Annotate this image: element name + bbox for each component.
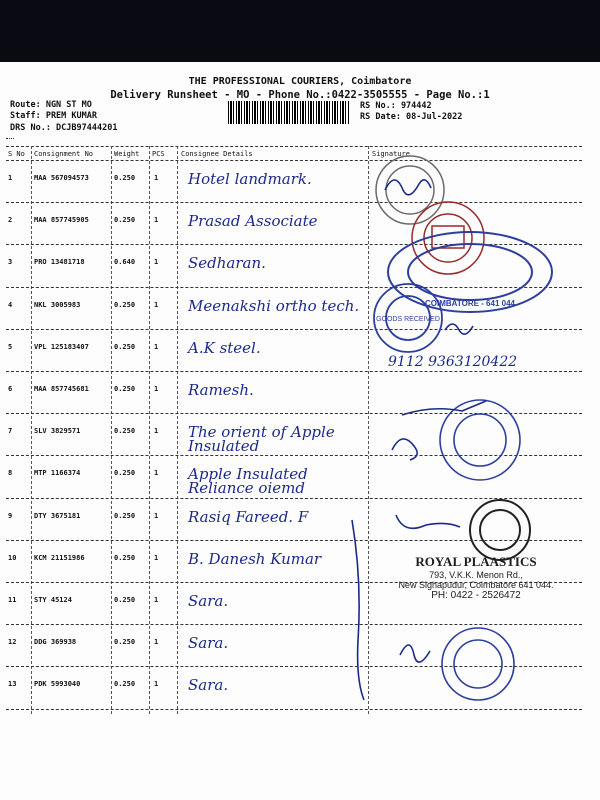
staff-label: Staff: PREM KUMAR bbox=[10, 111, 97, 121]
row-consignee-handwriting: Meenakshi ortho tech. bbox=[188, 296, 360, 315]
drs-number: DRS No.: DCJB97444201 bbox=[10, 123, 118, 133]
row-consignment: MAA 567094573 bbox=[34, 174, 89, 182]
row-weight: 0.250 bbox=[114, 553, 136, 562]
row-sno: 9 bbox=[8, 511, 13, 520]
row-sno: 11 bbox=[8, 596, 17, 604]
row-sno: 1 bbox=[8, 174, 13, 182]
row-consignment: NKL 3005983 bbox=[34, 300, 81, 309]
royal-name: ROYAL PLAASTICS bbox=[415, 554, 537, 569]
row-pcs: 1 bbox=[154, 553, 159, 562]
row-pcs: 1 bbox=[154, 680, 159, 689]
row-consignee-handwriting: Apple Insulated Reliance oiemd bbox=[188, 465, 308, 498]
row-consignee-handwriting: Sedharan. bbox=[188, 254, 266, 273]
row-weight: 0.250 bbox=[114, 300, 136, 309]
row-consignment: MAA 857745681 bbox=[34, 385, 89, 393]
row-weight: 0.250 bbox=[114, 385, 136, 393]
stamp-coimbatore-text: COIMBATORE - 641 044 bbox=[425, 299, 515, 308]
row-weight: 0.250 bbox=[114, 469, 136, 478]
stamp-rgicl bbox=[470, 500, 530, 560]
row-consignment: DDG 369938 bbox=[34, 638, 77, 647]
column-consignee: Consignee Details bbox=[181, 150, 253, 158]
row-consignment: SLV 3829571 bbox=[34, 427, 81, 436]
runsheet-subtitle: Delivery Runsheet - MO - Phone No.:0422-3505555 - Page No.:1 bbox=[110, 89, 490, 101]
row-consignee-handwriting: B. Danesh Kumar bbox=[188, 549, 322, 568]
row-weight: 0.250 bbox=[114, 342, 136, 351]
row-consignee-handwriting: Sara. bbox=[188, 592, 229, 610]
row-weight: 0.250 bbox=[114, 511, 136, 520]
stamp-insulated-wires bbox=[440, 400, 520, 480]
row-sno: 7 bbox=[8, 427, 13, 436]
route-label: Route: NGN ST MO bbox=[10, 100, 92, 110]
royal-phone: PH: 0422 - 2526472 bbox=[431, 590, 521, 601]
stamp-goods-text: GOODS RECEIVED bbox=[376, 316, 440, 323]
row-consignee-handwriting: Rasiq Fareed. F bbox=[188, 507, 309, 526]
column-pcs: PCS bbox=[152, 150, 165, 158]
row-sno: 4 bbox=[8, 300, 13, 309]
row-consignment: VPL 125183407 bbox=[34, 342, 89, 351]
phone-handwritten bbox=[388, 354, 517, 370]
row-sno: 3 bbox=[8, 258, 13, 267]
row-consignment: STY 45124 bbox=[34, 596, 72, 604]
stamp-sri-mahendra bbox=[412, 202, 484, 274]
row-pcs: 1 bbox=[154, 469, 159, 478]
royal-address-1: 793, V.K.K. Menon Rd., bbox=[429, 570, 523, 580]
row-weight: 0.250 bbox=[114, 638, 136, 647]
row-sno: 6 bbox=[8, 385, 13, 393]
company-title: THE PROFESSIONAL COURIERS, Coimbatore bbox=[188, 76, 412, 87]
row-consignment: PRO 13481718 bbox=[34, 258, 85, 267]
row-pcs: 1 bbox=[154, 596, 159, 604]
row-consignee-handwriting: Sara. bbox=[188, 676, 229, 695]
column-signature: Signature bbox=[372, 150, 410, 158]
row-sno: 5 bbox=[8, 342, 13, 351]
row-consignee-handwriting: A.K steel. bbox=[188, 338, 261, 357]
row-consignment: PDK 5993040 bbox=[34, 680, 81, 689]
row-sno: 13 bbox=[8, 680, 17, 689]
row-pcs: 1 bbox=[154, 385, 159, 393]
signature-scribbles bbox=[352, 180, 486, 700]
row-pcs: 1 bbox=[154, 216, 159, 225]
row-weight: 0.640 bbox=[114, 258, 136, 267]
row-pcs: 1 bbox=[154, 174, 159, 182]
row-consignment: DTY 3675181 bbox=[34, 511, 81, 520]
row-consignment: MAA 857745905 bbox=[34, 216, 89, 225]
row-consignment: KCM 21151986 bbox=[34, 553, 85, 562]
stamp-professional-couriers bbox=[376, 156, 444, 224]
rs-number: RS No.: 974442 bbox=[360, 101, 432, 111]
row-pcs: 1 bbox=[154, 427, 159, 436]
row-pcs: 1 bbox=[154, 300, 159, 309]
royal-plaastics-stamp bbox=[376, 554, 576, 601]
column-sno: S No bbox=[8, 150, 25, 158]
row-weight: 0.250 bbox=[114, 680, 136, 689]
row-sno: 2 bbox=[8, 216, 13, 225]
row-consignee-handwriting: Hotel landmark. bbox=[188, 170, 312, 188]
royal-address-2: New Sighapudur, Coimbatore 641 044. bbox=[398, 580, 554, 590]
row-sno: 8 bbox=[8, 469, 13, 478]
row-pcs: 1 bbox=[154, 342, 159, 351]
row-consignee-handwriting: Sara. bbox=[188, 634, 229, 653]
column-weight: Weight bbox=[114, 150, 140, 158]
row-consignee-handwriting: The orient of Apple Insulated bbox=[188, 423, 335, 456]
row-weight: 0.250 bbox=[114, 216, 136, 225]
phone-text: 9112 9363120422 bbox=[388, 354, 518, 370]
row-weight: 0.250 bbox=[114, 174, 136, 182]
row-consignee-handwriting: Ramesh. bbox=[188, 381, 254, 399]
row-pcs: 1 bbox=[154, 258, 159, 267]
row-weight: 0.250 bbox=[114, 427, 136, 436]
rs-date: RS Date: 08-Jul-2022 bbox=[360, 112, 463, 122]
row-weight: 0.250 bbox=[114, 596, 136, 604]
row-pcs: 1 bbox=[154, 638, 159, 647]
row-consignment: MTP 1166374 bbox=[34, 469, 81, 478]
row-sno: 12 bbox=[8, 638, 17, 647]
row-pcs: 1 bbox=[154, 511, 159, 520]
row-consignee-handwriting: Prasad Associate bbox=[188, 212, 318, 231]
row-sno: 10 bbox=[8, 553, 17, 562]
column-consignment: Consignment No bbox=[34, 150, 94, 158]
stamp-sara-services bbox=[442, 628, 514, 700]
